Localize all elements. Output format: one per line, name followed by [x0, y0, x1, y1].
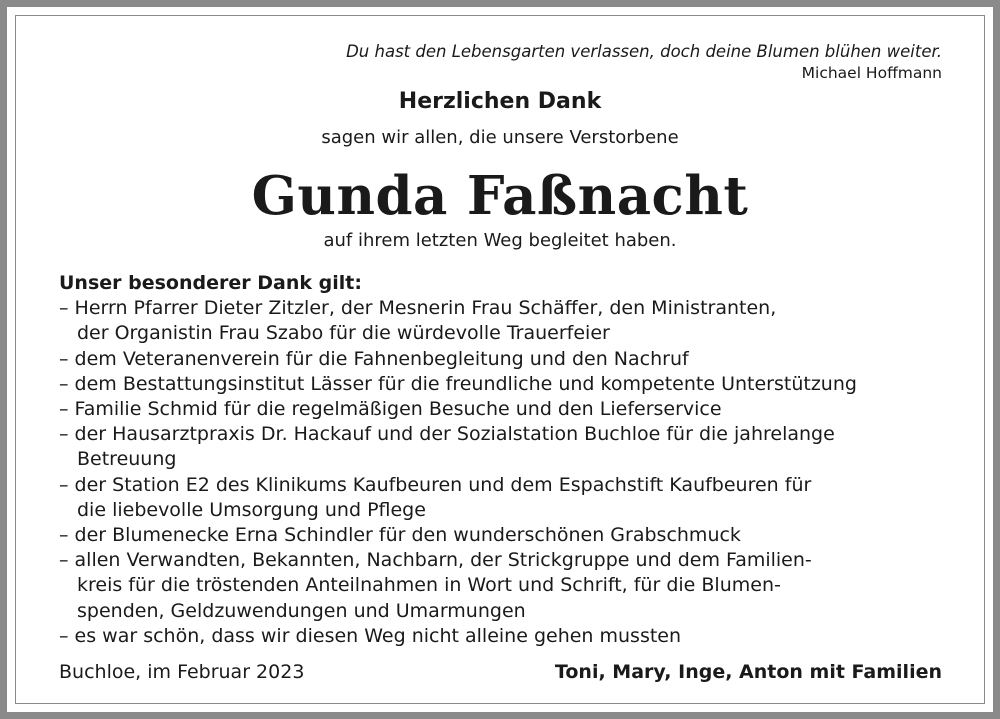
list-item: [59, 397, 949, 422]
list-item-continuation: kreis für die tröstenden Anteilnahmen in Wort und Schrift, für die Blumen-: [77, 574, 781, 597]
list-item-line: – es war schön, dass wir diesen Weg nicht alleine gehen mussten: [59, 624, 682, 647]
list-item-line: – dem Bestattungsinstitut Lässer für die freundliche und kompetente Unterstützung: [59, 372, 857, 395]
list-item: [59, 473, 949, 523]
list-item-line: – Herrn Pfarrer Dieter Zitzler, der Mesnerin Frau Schäffer, den Ministranten,: [59, 297, 777, 320]
list-item-line: – Familie Schmid für die regelmäßigen Besuche und den Lieferservice: [59, 398, 722, 421]
list-item-continuation: spenden, Geldzuwendungen und Umarmungen: [77, 599, 526, 622]
list-item: [59, 296, 949, 346]
escort-line: auf ihrem letzten Weg begleitet haben.: [323, 230, 677, 251]
thanks-subtitle: sagen wir allen, die unsere Verstorbene: [321, 127, 679, 148]
list-item: [59, 548, 949, 624]
thanks-title: Herzlichen Dank: [398, 89, 602, 114]
list-item-continuation: die liebevolle Umsorgung und Pflege: [77, 498, 426, 521]
list-item-continuation: der Organistin Frau Szabo für die würdevolle Trauerfeier: [77, 322, 610, 345]
motto-author: Michael Hoffmann: [801, 64, 942, 82]
thanks-list-heading: Unser besonderer Dank gilt:: [59, 272, 362, 294]
list-item: [59, 422, 949, 472]
list-item-line: – der Blumenecke Erna Schindler für den wunderschönen Grabschmuck: [59, 524, 741, 547]
list-item: [59, 624, 949, 649]
list-item-line: – dem Veteranenverein für die Fahnenbegleitung und den Nachruf: [59, 347, 689, 370]
deceased-name: Gunda Faßnacht: [251, 165, 749, 227]
list-item-line: – der Station E2 des Klinikums Kaufbeuren und dem Espachstift Kaufbeuren für: [59, 473, 812, 496]
place-date: Buchloe, im Februar 2023: [59, 661, 305, 683]
list-item: [59, 523, 949, 548]
thanks-list: [59, 271, 949, 649]
list-item-continuation: Betreuung: [77, 448, 177, 471]
list-item: [59, 347, 949, 372]
motto-quote: Du hast den Lebensgarten verlassen, doch deine Blumen blühen weiter.: [346, 42, 942, 61]
list-item: [59, 372, 949, 397]
family-signature: Toni, Mary, Inge, Anton mit Familien: [554, 661, 942, 683]
list-item-line: – allen Verwandten, Bekannten, Nachbarn, der Strickgruppe und dem Familien-: [59, 549, 812, 572]
list-item-line: – der Hausarztpraxis Dr. Hackauf und der Sozialstation Buchloe für die jahrelange: [59, 423, 835, 446]
